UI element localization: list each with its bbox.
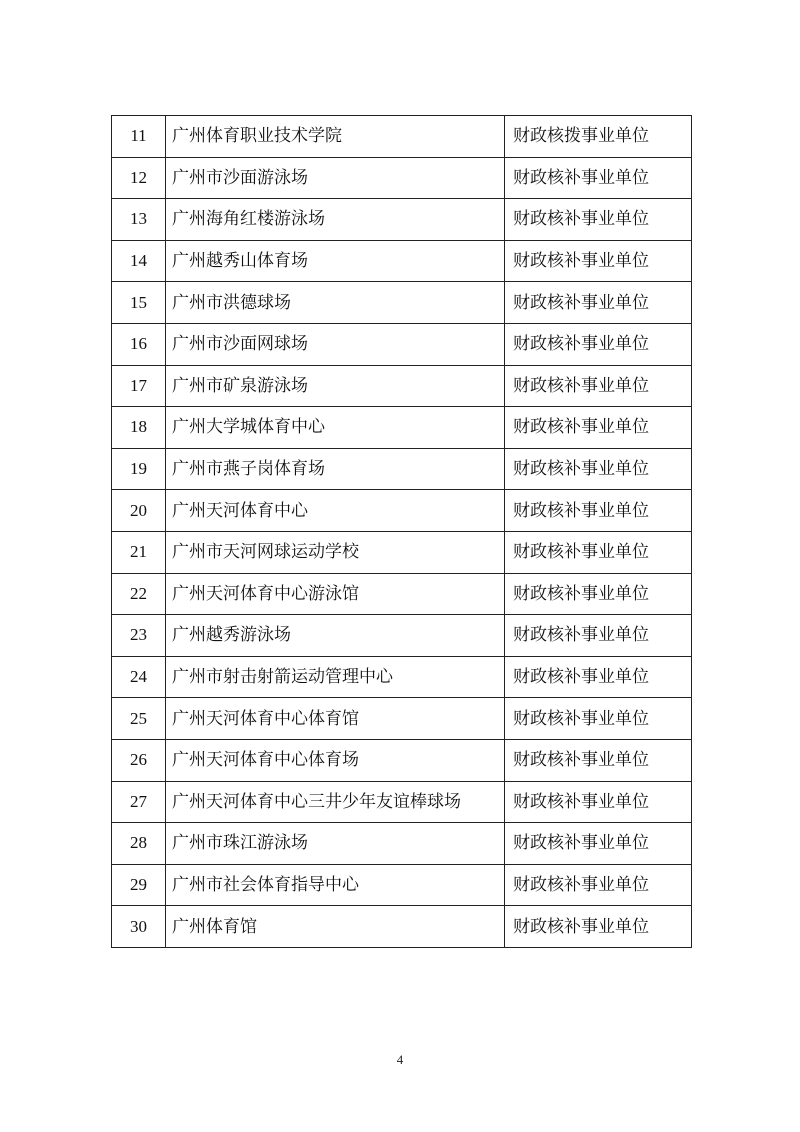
- table-row: [112, 531, 692, 573]
- row-number: 16: [112, 323, 166, 365]
- unit-type: 财政核补事业单位: [505, 490, 692, 532]
- unit-type: 财政核补事业单位: [505, 864, 692, 906]
- table-row: [112, 448, 692, 490]
- table-row: [112, 116, 692, 158]
- unit-name: 广州市社会体育指导中心: [166, 864, 505, 906]
- row-number: 17: [112, 365, 166, 407]
- unit-type: 财政核补事业单位: [505, 448, 692, 490]
- unit-name: 广州越秀山体育场: [166, 240, 505, 282]
- unit-type: 财政核拨事业单位: [505, 116, 692, 158]
- unit-type: 财政核补事业单位: [505, 531, 692, 573]
- unit-name: 广州市矿泉游泳场: [166, 365, 505, 407]
- unit-name: 广州市燕子岗体育场: [166, 448, 505, 490]
- unit-name: 广州天河体育中心: [166, 490, 505, 532]
- unit-name: 广州大学城体育中心: [166, 407, 505, 449]
- unit-name: 广州体育馆: [166, 906, 505, 948]
- table-row: [112, 199, 692, 241]
- unit-name: 广州越秀游泳场: [166, 615, 505, 657]
- unit-type: 财政核补事业单位: [505, 781, 692, 823]
- unit-name: 广州天河体育中心体育馆: [166, 698, 505, 740]
- row-number: 19: [112, 448, 166, 490]
- unit-type: 财政核补事业单位: [505, 323, 692, 365]
- table-row: [112, 365, 692, 407]
- row-number: 30: [112, 906, 166, 948]
- row-number: 11: [112, 116, 166, 158]
- unit-type: 财政核补事业单位: [505, 282, 692, 324]
- unit-name: 广州天河体育中心体育场: [166, 739, 505, 781]
- unit-name: 广州市沙面游泳场: [166, 157, 505, 199]
- unit-type: 财政核补事业单位: [505, 698, 692, 740]
- unit-type: 财政核补事业单位: [505, 906, 692, 948]
- table-row: [112, 698, 692, 740]
- unit-name: 广州海角红楼游泳场: [166, 199, 505, 241]
- table-row: [112, 656, 692, 698]
- unit-name: 广州市天河网球运动学校: [166, 531, 505, 573]
- table-row: [112, 615, 692, 657]
- unit-type: 财政核补事业单位: [505, 365, 692, 407]
- table-row: [112, 906, 692, 948]
- table-row: [112, 157, 692, 199]
- table-row: [112, 864, 692, 906]
- row-number: 27: [112, 781, 166, 823]
- table-row: [112, 739, 692, 781]
- table-row: [112, 407, 692, 449]
- table-row: [112, 823, 692, 865]
- table-row: [112, 323, 692, 365]
- row-number: 20: [112, 490, 166, 532]
- unit-name: 广州天河体育中心游泳馆: [166, 573, 505, 615]
- unit-type: 财政核补事业单位: [505, 157, 692, 199]
- row-number: 12: [112, 157, 166, 199]
- row-number: 21: [112, 531, 166, 573]
- unit-name: 广州市珠江游泳场: [166, 823, 505, 865]
- table-row: [112, 490, 692, 532]
- unit-name: 广州市射击射箭运动管理中心: [166, 656, 505, 698]
- unit-type: 财政核补事业单位: [505, 656, 692, 698]
- row-number: 18: [112, 407, 166, 449]
- unit-name: 广州市洪德球场: [166, 282, 505, 324]
- row-number: 22: [112, 573, 166, 615]
- row-number: 24: [112, 656, 166, 698]
- unit-name: 广州天河体育中心三井少年友谊棒球场: [166, 781, 505, 823]
- row-number: 14: [112, 240, 166, 282]
- unit-type: 财政核补事业单位: [505, 199, 692, 241]
- units-table: [111, 115, 692, 948]
- table-row: [112, 282, 692, 324]
- unit-type: 财政核补事业单位: [505, 573, 692, 615]
- row-number: 13: [112, 199, 166, 241]
- row-number: 23: [112, 615, 166, 657]
- page-number: 4: [396, 1052, 404, 1067]
- unit-type: 财政核补事业单位: [505, 823, 692, 865]
- row-number: 25: [112, 698, 166, 740]
- unit-type: 财政核补事业单位: [505, 615, 692, 657]
- table-row: [112, 781, 692, 823]
- table-row: [112, 240, 692, 282]
- table-row: [112, 573, 692, 615]
- unit-type: 财政核补事业单位: [505, 240, 692, 282]
- row-number: 29: [112, 864, 166, 906]
- row-number: 15: [112, 282, 166, 324]
- unit-name: 广州体育职业技术学院: [166, 116, 505, 158]
- row-number: 26: [112, 739, 166, 781]
- row-number: 28: [112, 823, 166, 865]
- unit-name: 广州市沙面网球场: [166, 323, 505, 365]
- unit-type: 财政核补事业单位: [505, 407, 692, 449]
- unit-type: 财政核补事业单位: [505, 739, 692, 781]
